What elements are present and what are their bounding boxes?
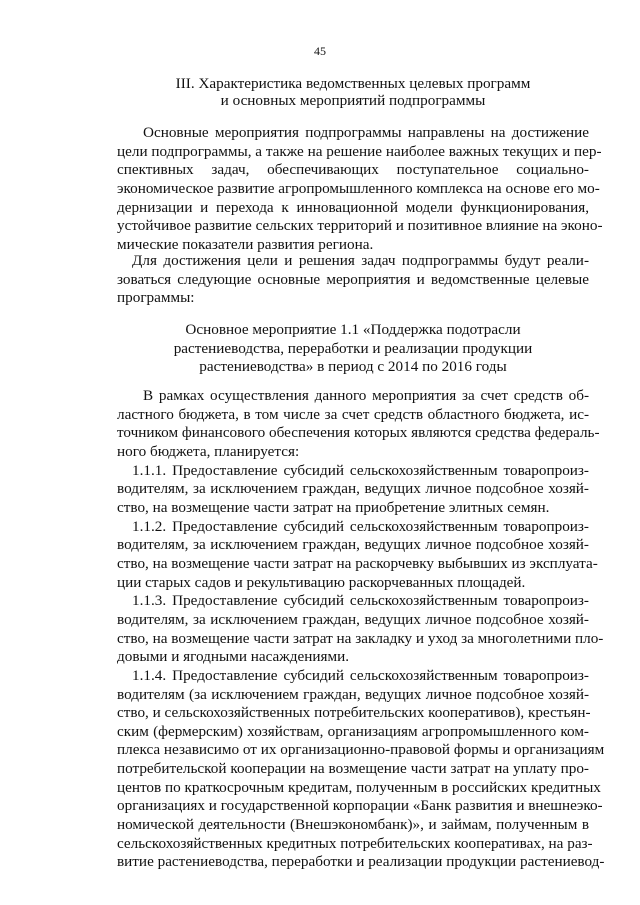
text-line: ство, на возмещение части затрат на раскорчевку выбывших из эксплуата- — [117, 554, 598, 572]
text-line: Основные мероприятия подпрограммы направлены на достижение — [143, 124, 589, 141]
text-line: водителям, за исключением граждан, ведущих личное подсобное хозяй- — [117, 480, 589, 498]
text-line: ластного бюджета, в том числе за счет средств областного бюджета, ис- — [117, 405, 589, 423]
item-1-1-2: 1.1.2. Предоставление субсидий сельскохозяйственным товаропроиз- — [132, 517, 589, 535]
text-line: экономическое развитие агропромышленного комплекса на основе его мо- — [117, 179, 600, 197]
text-line: ским (фермерским) хозяйствам, организациям агропромышленного ком- — [117, 722, 589, 740]
text-line: В рамках осуществления данного мероприятия за счет средств об- — [143, 387, 589, 404]
text-line: витие растениеводства, переработки и реализации продукции растениевод- — [117, 853, 605, 871]
text-line: ство, и сельскохозяйственных потребительских кооперативов), крестьян- — [117, 704, 591, 722]
item-1-1-3: 1.1.3. Предоставление субсидий сельскохозяйственным товаропроиз- — [132, 592, 589, 610]
text-line: спективных задач, обеспечивающих поступательное социально- — [117, 161, 589, 179]
text-line: дернизации и перехода к инновационной модели функционирования, — [117, 198, 589, 216]
text-line: ство, на возмещение части затрат на закладку и уход за многолетними пло- — [117, 629, 604, 647]
measure-title — [117, 321, 589, 377]
text-line: центов по краткосрочным кредитам, полученным в российских кредитных — [117, 778, 601, 796]
text-line: точником финансового обеспечения которых являются средства федераль- — [117, 424, 600, 442]
text-line: водителям, за исключением граждан, ведущих личное подсобное хозяй- — [117, 610, 589, 628]
text-line: устойчивое развитие сельских территорий и позитивное влияние на эконо- — [117, 217, 603, 235]
text-line: ство, на возмещение части затрат на приобретение элитных семян. — [117, 498, 550, 516]
measure-title-line: Основное мероприятие 1.1 «Поддержка подотрасли — [185, 321, 521, 338]
measure-title-line: растениеводства, переработки и реализации продукции — [173, 339, 533, 357]
text-line: мические показатели развития региона. — [117, 235, 374, 253]
text-line: цели подпрограммы, а также на решение наиболее важных текущих и пер- — [117, 142, 602, 160]
text-line: Для достижения цели и решения задач подпрограммы будут реали- — [132, 252, 589, 269]
text-line: программы: — [117, 289, 195, 307]
text-line: ного бюджета, планируется: — [117, 442, 300, 460]
measure-title-line: растениеводства» в период с 2014 по 2016 годы — [199, 358, 507, 375]
item-1-1-1: 1.1.1. Предоставление субсидий сельскохозяйственным товаропроиз- — [132, 461, 589, 479]
intro-paragraph-1 — [117, 124, 603, 255]
text-line: плекса независимо от их организационно-правовой формы и организациям — [117, 741, 605, 759]
section-title-line: и основных мероприятий подпрограммы — [220, 92, 486, 109]
page-number: 45 — [314, 44, 326, 58]
text-line: сельскохозяйственных кредитных потребительских кооперативах, на раз- — [117, 834, 593, 852]
text-line: организациях и государственной корпорации «Банк развития и внешнеэко- — [117, 797, 603, 815]
text-line: водителям (за исключением граждан, ведущих личное подсобное хозяй- — [117, 685, 589, 703]
text-line: потребительской кооперации на возмещение части затрат на уплату про- — [117, 760, 589, 778]
measure-intro-paragraph — [117, 387, 605, 872]
section-title — [117, 75, 589, 109]
section-title-line: III. Характеристика ведомственных целевых программ — [175, 75, 531, 92]
text-line: водителям, за исключением граждан, ведущих личное подсобное хозяй- — [117, 536, 589, 554]
text-line: номической деятельности (Внешэкономбанк)», и займам, полученным в — [117, 816, 589, 834]
intro-paragraph-2 — [117, 252, 589, 308]
text-line: зоваться следующие основные мероприятия и ведомственные целевые — [117, 270, 589, 288]
text-line: ции старых садов и рекультивацию раскорчеванных площадей. — [117, 573, 526, 591]
text-line: довыми и ягодными насаждениями. — [117, 648, 350, 666]
item-1-1-4: 1.1.4. Предоставление субсидий сельскохозяйственным товаропроиз- — [132, 666, 589, 684]
